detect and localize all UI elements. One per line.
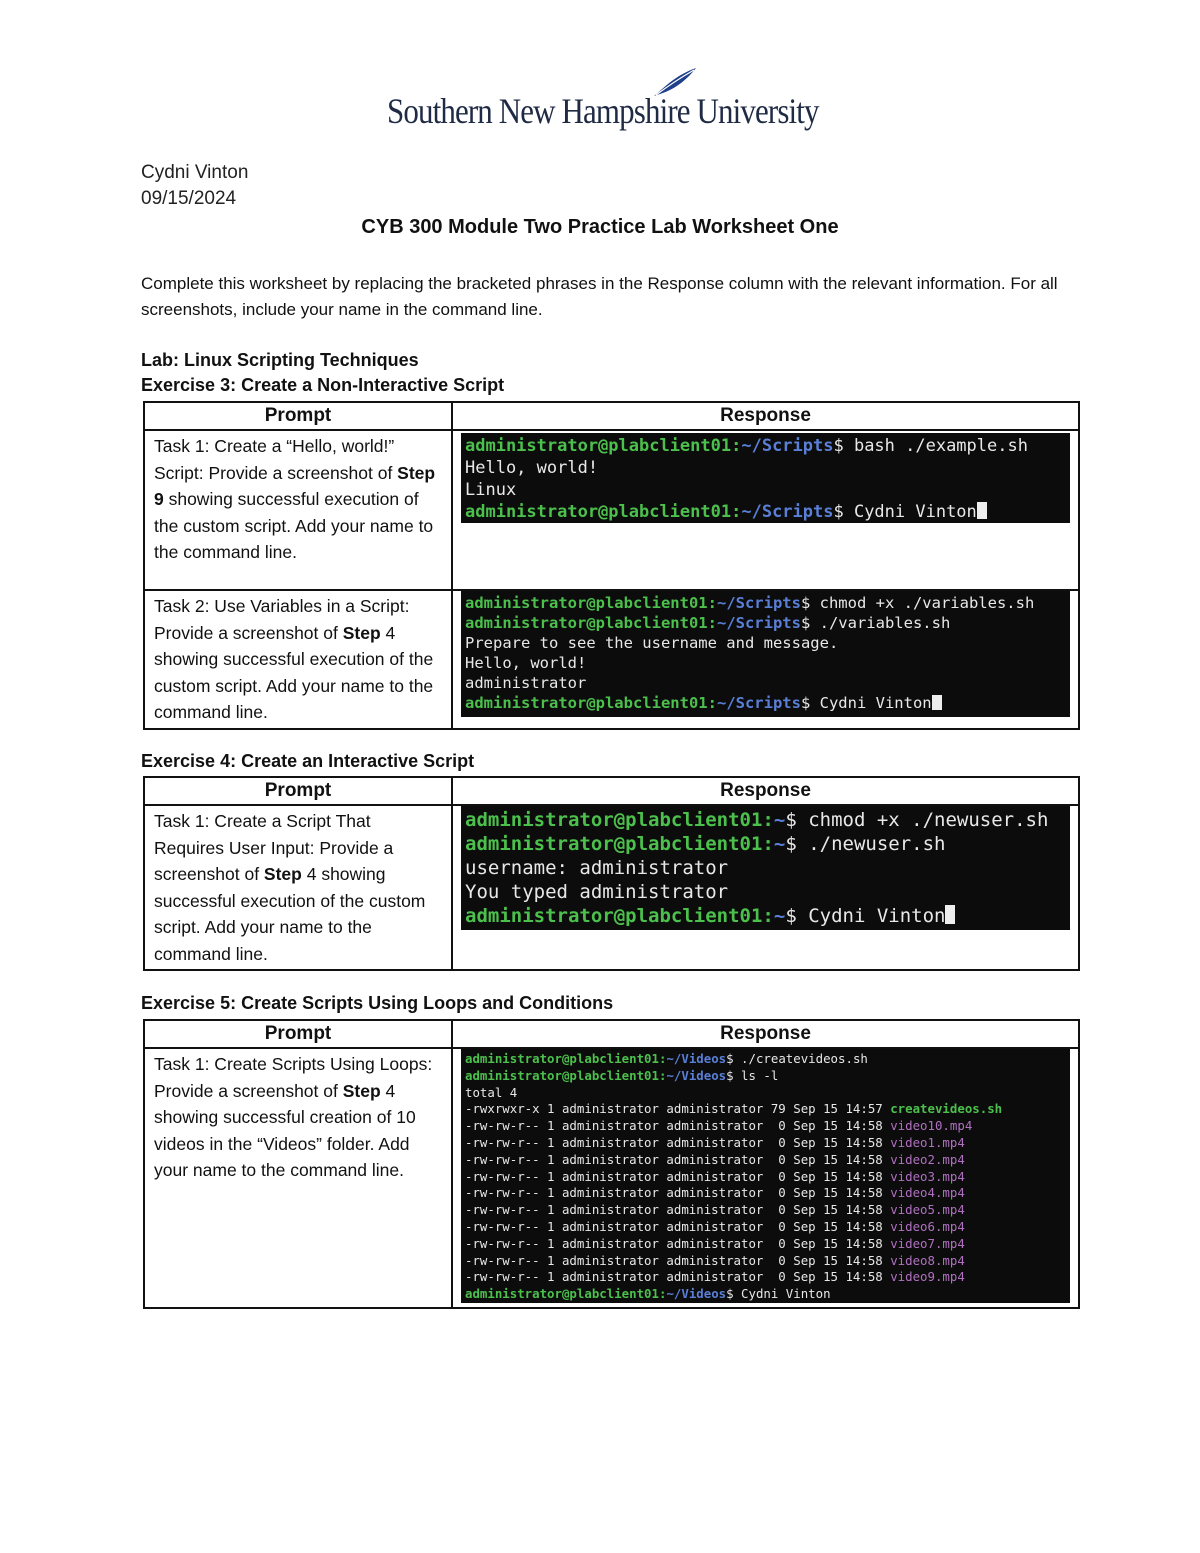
task-response [452,805,1079,970]
response-header: Response [452,777,1079,805]
file-name: video5.mp4 [890,1202,965,1218]
page-title: CYB 300 Module Two Practice Lab Worksheet One [361,216,839,238]
file-name: video1.mp4 [890,1134,965,1150]
terminal-screenshot: administrator@plabclient01:~/Scripts$ bash ./example.sh Hello, world! Linux administrator@plabclient01:~/Scripts$ Cydni Vinton [461,433,1070,523]
terminal-screenshot: administrator@plabclient01:~/Scripts$ chmod +x ./variables.sh administrator@plabclient01:~/Scripts$ ./variables.sh Prepare to see the username and message. Hello, world! administrator administrator@plabclient01:~/Scripts$ Cydni Vinton [461,591,1070,717]
file-name: video10.mp4 [890,1118,973,1134]
exercise-5-title: Exercise 5: Create Scripts Using Loops and Conditions [141,993,614,1013]
exercise-3-title: Exercise 3: Create a Non-Interactive Script [141,375,505,395]
listing-row: -rw-rw-r-- 1 administrator administrator 0 Sep 15 14:58 video4.mp4 [465,1185,965,1201]
task-response [452,590,1079,729]
listing-row: -rwxrwxr-x 1 administrator administrator 79 Sep 15 14:57 createvideos.sh [465,1101,1003,1117]
file-name: video7.mp4 [890,1235,965,1251]
exercise-4-title: Exercise 4: Create an Interactive Script [141,751,475,771]
terminal-screenshot: administrator@plabclient01:~/Videos$ ./createvideos.sh administrator@plabclient01:~/Videos$ ls -l total 4 -rwxrwxr-x 1 administrator administrator 79 Sep 15 14:57 createvideos.sh -rw-rw-r-- 1 administrator administrator 0 Sep 15 14:58 video10.mp4 -rw-rw-r-- 1 administrator administrator 0 Sep 15 14:58 video1.mp4 -rw-rw-r-- 1 administrator administrator 0 Sep 15 14:58 video2.mp4 -rw-rw-r-- 1 administrator administrator 0 Sep 15 14:58 video3.mp4 -rw-rw-r-- 1 administrator administrator 0 Sep 15 14:58 video4.mp4 -rw-rw-r-- 1 administrator administrator 0 Sep 15 14:58 video5.mp4 -rw-rw-r-- 1 administrator administrator 0 Sep 15 14:58 video6.mp4 -rw-rw-r-- 1 administrator administrator 0 Sep 15 14:58 video7.mp4 -rw-rw-r-- 1 administrator administrator 0 Sep 15 14:58 video8.mp4 -rw-rw-r-- 1 administrator administrator 0 Sep 15 14:58 video9.mp4 administrator@plabclient01:~/Videos$ Cydni Vinton [461,1049,1070,1303]
task-prompt: Task 1: Create a “Hello, world!” Script: Provide a screenshot of Step 9 showing successful execution of the custom script. Add your name to the command line. [144,430,452,590]
listing-row: -rw-rw-r-- 1 administrator administrator 0 Sep 15 14:58 video6.mp4 [465,1218,965,1234]
listing-row: -rw-rw-r-- 1 administrator administrator 0 Sep 15 14:58 video10.mp4 [465,1118,973,1134]
university-logo [385,66,825,140]
lab-title: Lab: Linux Scripting Techniques [141,350,419,370]
file-name: createvideos.sh [890,1101,1003,1117]
response-header: Response [452,402,1079,430]
instructions: Complete this worksheet by replacing the bracketed phrases in the Response column with the relevant information. For all screenshots, include your name in the command line. [141,274,1058,319]
listing-row: -rw-rw-r-- 1 administrator administrator 0 Sep 15 14:58 video1.mp4 [465,1134,965,1150]
listing-row: -rw-rw-r-- 1 administrator administrator 0 Sep 15 14:58 video3.mp4 [465,1168,965,1184]
file-name: video8.mp4 [890,1252,965,1268]
response-header: Response [452,1020,1079,1048]
task-prompt: Task 1: Create a Script That Requires User Input: Provide a screenshot of Step 4 showing successful execution of the custom script. Add your name to the command line. [144,805,452,970]
submission-date: 09/15/2024 [141,188,237,209]
file-listing [465,1101,1002,1284]
file-name: video4.mp4 [890,1185,965,1201]
file-name: video6.mp4 [890,1218,965,1234]
exercise-3-table [143,401,1080,730]
file-name: video3.mp4 [890,1168,965,1184]
listing-row: -rw-rw-r-- 1 administrator administrator 0 Sep 15 14:58 video5.mp4 [465,1202,965,1218]
terminal-screenshot: administrator@plabclient01:~$ chmod +x ./newuser.sh administrator@plabclient01:~$ ./newuser.sh username: administrator You typed administrator administrator@plabclient01:~$ Cydni Vinton [461,806,1070,930]
prompt-header: Prompt [144,777,452,805]
file-name: video2.mp4 [890,1151,965,1167]
task-prompt: Task 2: Use Variables in a Script: Provide a screenshot of Step 4 showing successful execution of the custom script. Add your name to the command line. [144,590,452,729]
listing-row: -rw-rw-r-- 1 administrator administrator 0 Sep 15 14:58 video2.mp4 [465,1151,965,1167]
task-response [452,1048,1079,1308]
task-response [452,430,1079,590]
task-prompt: Task 1: Create Scripts Using Loops: Provide a screenshot of Step 4 showing successful creation of 10 videos in the “Videos” folder. Add your name to the command line. [144,1048,452,1308]
exercise-5-table [143,1019,1080,1309]
listing-row: -rw-rw-r-- 1 administrator administrator 0 Sep 15 14:58 video7.mp4 [465,1235,965,1251]
listing-row: -rw-rw-r-- 1 administrator administrator 0 Sep 15 14:58 video9.mp4 [465,1269,965,1285]
cursor [932,695,942,711]
prompt-header: Prompt [144,402,452,430]
logo-text: Southern New Hampshire University [387,91,819,131]
prompt-header: Prompt [144,1020,452,1048]
cursor [977,502,987,519]
exercise-4-table [143,776,1080,971]
listing-row: -rw-rw-r-- 1 administrator administrator 0 Sep 15 14:58 video8.mp4 [465,1252,965,1268]
file-name: video9.mp4 [890,1269,965,1285]
student-name: Cydni Vinton [141,162,249,183]
cursor [945,905,955,924]
